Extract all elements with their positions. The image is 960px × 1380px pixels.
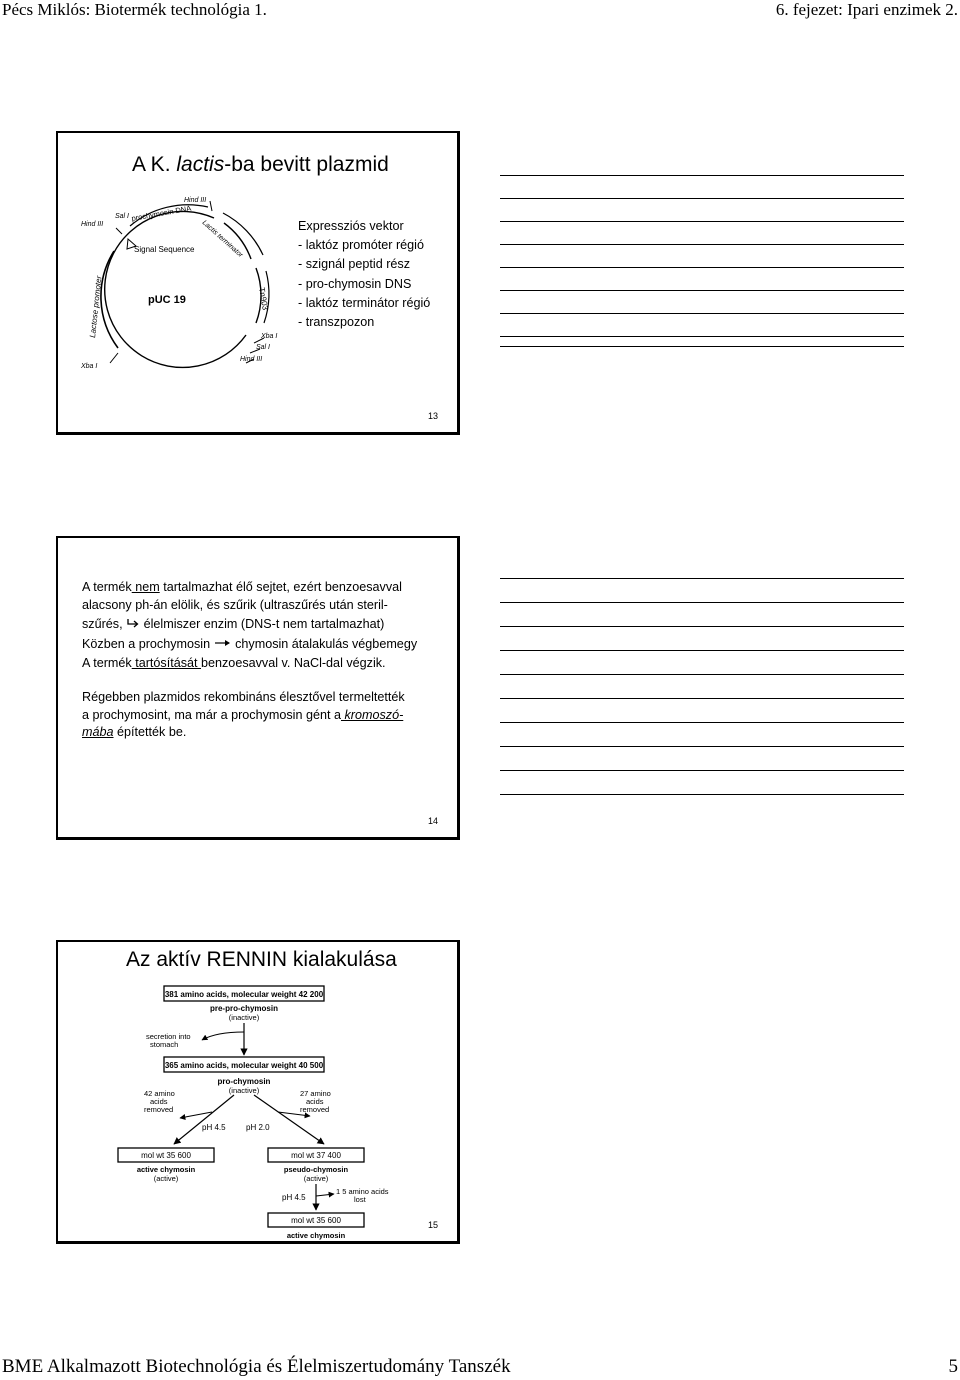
slide-13 <box>56 131 460 435</box>
plasmid-label-tn: Tn903 <box>257 286 270 311</box>
flow-ph-20: pH 2.0 <box>246 1123 270 1132</box>
legend-line: - laktóz terminátor régió <box>298 295 431 310</box>
flow-42-amino: 42 amino <box>144 1089 175 1098</box>
note-line <box>500 698 904 699</box>
plasmid-label-lactose-promoter: Lactose promoter <box>88 275 104 339</box>
plasmid-label-sal-top: Sal I <box>115 213 130 220</box>
slide-14-line-4: Közben a prochymosin chymosin átalakulás végbemegy <box>82 637 418 651</box>
note-line <box>500 198 904 199</box>
slide-14-line-8: mába építették be. <box>82 725 187 739</box>
flow-pre-inactive: (inactive) <box>228 1013 260 1022</box>
right-arrow-icon <box>214 639 232 647</box>
flow-stomach: stomach <box>150 1040 179 1049</box>
page-header-right: 6. fejezet: Ipari enzimek 2. <box>775 0 958 19</box>
plasmid-map <box>78 193 293 393</box>
slide-14-line-5: A termék tartósítását benzoesavval v. NaCl-dal végzik. <box>82 656 386 670</box>
flow-pseudo-active: (active) <box>303 1174 329 1183</box>
flow-secretion: secretion into <box>146 1032 191 1041</box>
page-footer-left: BME Alkalmazott Biotechnológia és Élelmiszertudomány Tanszék <box>2 1356 511 1377</box>
page-footer-right: 5 <box>948 1356 958 1377</box>
slide-14-line-1: A termék nem tartalmazhat élő sejtet, ezért benzoesavval <box>82 580 402 594</box>
flow-box-4: mol wt 37 400 <box>291 1151 341 1160</box>
flow-lost-1: 1 5 amino acids <box>336 1187 389 1196</box>
note-line <box>500 267 904 268</box>
slide-14-line-7: a prochymosint, ma már a prochymosin gént a kromoszó- <box>82 708 404 722</box>
legend-line: - laktóz promóter régió <box>298 238 424 253</box>
flow-active-chymosin-1: active chymosin <box>136 1165 196 1174</box>
flow-42-removed: removed <box>144 1105 174 1114</box>
flow-ph-45: pH 4.5 <box>202 1123 226 1132</box>
note-line <box>500 650 904 651</box>
slide-14-line-6: Régebben plazmidos rekombináns élesztővel termeltették <box>82 690 405 704</box>
flow-pre-pro-chymosin: pre-pro-chymosin <box>209 1004 279 1013</box>
plasmid-label-hind-bottom: Hind III <box>240 356 263 363</box>
plasmid-center-label: pUC 19 <box>148 294 186 306</box>
plasmid-label-sal-right: Sal I <box>256 344 271 351</box>
note-line <box>500 221 904 222</box>
plasmid-label-hind-top: Hind III <box>184 197 207 204</box>
note-line <box>500 674 904 675</box>
legend-line: - szignál peptid rész <box>298 257 410 272</box>
slide-15-number: 15 <box>428 1220 439 1230</box>
flow-pseudo-chymosin: pseudo-chymosin <box>283 1165 349 1174</box>
flow-active-1: (active) <box>153 1174 179 1183</box>
note-line <box>500 336 904 337</box>
flow-box-1: 381 amino acids, molecular weight 42 200 <box>164 990 324 999</box>
plasmid-label-lactis-terminator: Lactis terminator <box>200 219 244 260</box>
plasmid-label-signal: Signal Sequence <box>134 245 195 254</box>
slide-14-line-2: alacsony ph-án elölik, és szűrik (ultraszűrés után steril- <box>82 598 388 612</box>
note-line <box>500 770 904 771</box>
flow-box-5: mol wt 35 600 <box>291 1216 341 1225</box>
note-line <box>500 346 904 347</box>
note-line <box>500 244 904 245</box>
legend-line: - pro-chymosin DNS <box>298 276 412 291</box>
flow-ph-45-b: pH 4.5 <box>282 1193 306 1202</box>
slide-14 <box>56 536 460 840</box>
flow-box-3: mol wt 35 600 <box>141 1151 191 1160</box>
note-line <box>500 175 904 176</box>
flow-27-amino: 27 amino <box>300 1089 331 1098</box>
note-line <box>500 722 904 723</box>
note-line <box>500 746 904 747</box>
slide-14-number: 14 <box>428 816 439 826</box>
flow-42-acids: acids <box>150 1097 168 1106</box>
plasmid-label-hind-left: Hind III <box>81 221 104 228</box>
flow-27-removed: removed <box>300 1105 330 1114</box>
flow-pro-inactive: (inactive) <box>228 1086 260 1095</box>
slide-15 <box>56 940 460 1244</box>
slide-13-legend <box>298 217 430 332</box>
page-header-left: Pécs Miklós: Biotermék technológia 1. <box>2 0 267 19</box>
plasmid-label-prochymosin: prochymosin DNA <box>130 203 192 223</box>
flow-pro-chymosin: pro-chymosin <box>217 1077 271 1086</box>
note-line <box>500 626 904 627</box>
flow-box-2: 365 amino acids, molecular weight 40 500 <box>164 1061 324 1070</box>
legend-line: Expressziós vektor <box>298 219 404 233</box>
slide-15-title: Az aktív RENNIN kialakulása <box>126 948 397 971</box>
flow-active-chymosin-2: active chymosin <box>286 1231 346 1240</box>
hook-arrow-icon <box>126 618 140 628</box>
flow-lost-2: lost <box>354 1195 366 1204</box>
flow-27-acids: acids <box>306 1097 324 1106</box>
plasmid-label-xba-right: Xba I <box>261 333 278 340</box>
plasmid-label-xba-left: Xba I <box>81 363 98 370</box>
note-line <box>500 602 904 603</box>
note-line <box>500 290 904 291</box>
legend-line: - transzpozon <box>298 315 375 330</box>
note-line <box>500 313 904 314</box>
slide-13-number: 13 <box>428 411 439 421</box>
slide-14-line-3: szűrés, élelmiszer enzim (DNS-t nem tartalmazhat) <box>82 617 385 631</box>
slide-13-title: A K. lactis-ba bevitt plazmid <box>132 153 389 176</box>
note-line <box>500 578 904 579</box>
note-line <box>500 794 904 795</box>
rennin-flow-diagram <box>116 982 406 1244</box>
